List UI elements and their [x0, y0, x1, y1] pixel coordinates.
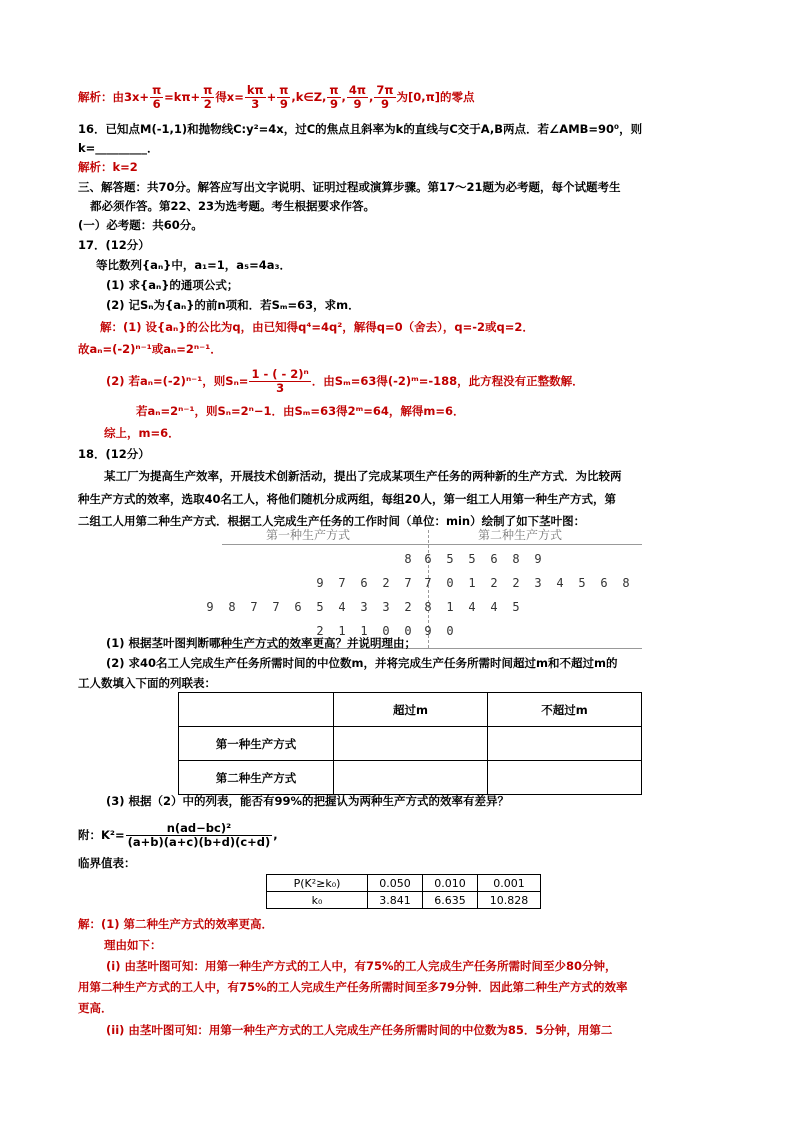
left-leaf: 2	[316, 624, 324, 638]
q18-heading: 18．(12分）	[78, 447, 150, 461]
q18-stem3: 二组工人用第二种生产方式．根据工人完成生产任务的工作时间（单位：min）绘制了如下茎叶图：	[78, 514, 586, 528]
sol-text: ,	[341, 90, 346, 104]
right-leaf: 3	[534, 576, 542, 590]
fraction	[374, 84, 395, 111]
table-row	[179, 761, 642, 795]
fraction	[249, 368, 310, 395]
left-leaf: 7	[272, 600, 280, 614]
left-leaf: 6	[294, 600, 302, 614]
q18-part2a: (2) 求40名工人完成生产任务所需时间的中位数m，并将完成生产任务所需时间超过m和不超过m的	[106, 656, 618, 670]
table-header	[179, 693, 334, 727]
sol-text: =kπ+	[164, 90, 201, 104]
stem: 9	[424, 624, 432, 638]
sol18-line2: 理由如下：	[104, 938, 162, 952]
numerator: n(ad−bc)²	[126, 822, 273, 836]
left-leaf: 6	[360, 576, 368, 590]
left-leaf: 7	[250, 600, 258, 614]
fraction	[245, 84, 266, 111]
right-leaf: 8	[622, 576, 630, 590]
q16-answer: 解析：k=2	[78, 160, 138, 174]
critical-label: 临界值表：	[78, 856, 136, 870]
stem: 6	[424, 552, 432, 566]
sol18-line1: 解：(1) 第二种生产方式的效率更高．	[78, 917, 274, 931]
contingency-table	[178, 692, 642, 795]
formula-label: 附：K²=	[78, 828, 125, 842]
left-leaf: 4	[338, 600, 346, 614]
right-leaf: 5	[512, 600, 520, 614]
right-leaf: 6	[600, 576, 608, 590]
left-leaf: 7	[404, 576, 412, 590]
table-cell: 0.001	[478, 875, 541, 892]
stem: 8	[424, 600, 432, 614]
left-leaf: 0	[404, 624, 412, 638]
fraction	[201, 84, 214, 111]
k2-formula	[78, 822, 278, 849]
denominator: 6	[152, 97, 161, 111]
sol-text: ,	[369, 90, 374, 104]
q16-line1: 16．已知点M(-1,1)和抛物线C:y²=4x，过C的焦点且斜率为k的直线与C交于A,B两点．若∠AMB=90⁰，则	[78, 122, 643, 136]
right-leaf: 9	[534, 552, 542, 566]
q18-part3: (3) 根据（2）中的列表，能否有99%的把握认为两种生产方式的效率有差异？	[106, 794, 510, 808]
numerator: π	[203, 83, 213, 97]
table-header: 超过m	[334, 693, 488, 727]
table-cell: 3.841	[368, 892, 423, 909]
numerator: 1 - ( - 2)ⁿ	[251, 367, 309, 381]
sol18-line5: 更高．	[78, 1001, 113, 1015]
fraction	[277, 84, 290, 111]
left-leaf: 9	[206, 600, 214, 614]
right-leaf: 4	[468, 600, 476, 614]
table-cell[interactable]	[488, 761, 642, 795]
table-cell[interactable]	[334, 761, 488, 795]
sol-text: 由3x+	[112, 90, 150, 104]
table-row-label: 第一种生产方式	[179, 727, 334, 761]
table-row	[267, 875, 541, 892]
sol-text: (2) 若aₙ=(-2)ⁿ⁻¹，则Sₙ=	[106, 374, 249, 388]
table-row	[179, 693, 642, 727]
numerator: 4π	[348, 83, 367, 97]
numerator: π	[279, 83, 289, 97]
right-leaf: 0	[446, 576, 454, 590]
q16-line2: k=_________．	[78, 141, 159, 155]
sol-text: ．由Sₘ=63得(-2)ᵐ=-188，此方程没有正整数解．	[311, 374, 584, 388]
sol-text: 得x=	[215, 90, 244, 104]
left-leaf: 2	[382, 576, 390, 590]
left-title: 第一种生产方式	[266, 528, 351, 542]
right-leaf: 4	[556, 576, 564, 590]
table-row-label: 第二种生产方式	[179, 761, 334, 795]
section3-line1: 三、解答题：共70分。解答应写出文字说明、证明过程或演算步骤。第17～21题为必考题，每个试题考生	[78, 180, 621, 194]
fraction	[126, 822, 273, 849]
q18-stem1: 某工厂为提高生产效率，开展技术创新活动，提出了完成某项生产任务的两种新的生产方式．为比较两	[104, 469, 622, 483]
right-title: 第二种生产方式	[478, 528, 563, 542]
q17-sol4: 若aₙ=2ⁿ⁻¹，则Sₙ=2ⁿ−1．由Sₘ=63得2ᵐ=64，解得m=6．	[136, 404, 465, 418]
right-leaf: 2	[512, 576, 520, 590]
denominator: 3	[251, 97, 260, 111]
table-cell: k₀	[267, 892, 368, 909]
q18-part1: (1) 根据茎叶图判断哪种生产方式的效率更高？并说明理由；	[106, 636, 417, 650]
denominator: 2	[203, 97, 212, 111]
sol18-line6: (ii) 由茎叶图可知：用第一种生产方式的工人完成生产任务所需时间的中位数为85．5分钟，用第二	[106, 1023, 613, 1037]
fraction	[150, 84, 163, 111]
q18-part2b: 工人数填入下面的列联表：	[78, 676, 216, 690]
left-leaf: 2	[404, 600, 412, 614]
numerator: π	[329, 83, 339, 97]
sol18-line3: (i) 由茎叶图可知：用第一种生产方式的工人中，有75%的工人完成生产任务所需时间至少80分钟，	[106, 959, 617, 973]
left-leaf: 8	[404, 552, 412, 566]
table-cell: 6.635	[423, 892, 478, 909]
q18-stem2: 种生产方式的效率，选取40名工人，将他们随机分成两组，每组20人，第一组工人用第一种生产方式，第	[78, 492, 617, 506]
left-leaf: 7	[338, 576, 346, 590]
right-leaf: 4	[490, 600, 498, 614]
denominator: 9	[329, 97, 338, 111]
right-leaf: 5	[468, 552, 476, 566]
right-leaf: 2	[490, 576, 498, 590]
top-solution	[78, 84, 474, 111]
table-cell: 10.828	[478, 892, 541, 909]
section3-line2: 都必须作答。第22、23为选考题。考生根据要求作答。	[90, 199, 376, 213]
q17-sol5: 综上，m=6．	[104, 426, 180, 440]
table-cell: 0.050	[368, 875, 423, 892]
right-leaf: 0	[446, 624, 454, 638]
table-cell[interactable]	[488, 727, 642, 761]
q17-part2: (2) 记Sₙ为{aₙ}的前n项和．若Sₘ=63，求m．	[106, 298, 360, 312]
left-leaf: 5	[316, 600, 324, 614]
denominator: 9	[380, 97, 389, 111]
fraction	[347, 84, 368, 111]
q17-sol1: 解：(1) 设{aₙ}的公比为q，由已知得q⁴=4q²，解得q=0（舍去），q=-2或q=2．	[100, 320, 534, 334]
sol-text: +	[266, 90, 277, 104]
solution-label: 解析：	[78, 90, 113, 104]
left-leaf: 8	[228, 600, 236, 614]
right-leaf: 5	[578, 576, 586, 590]
left-leaf: 9	[316, 576, 324, 590]
table-cell: 0.010	[423, 875, 478, 892]
fraction	[327, 84, 340, 111]
left-leaf: 1	[360, 624, 368, 638]
critical-value-table	[266, 874, 541, 909]
sol-text: 为[0,π]的零点	[396, 90, 475, 104]
right-leaf: 1	[468, 576, 476, 590]
left-leaf: 3	[360, 600, 368, 614]
numerator: 7π	[376, 83, 394, 97]
right-leaf: 5	[446, 552, 454, 566]
table-header: 不超过m	[488, 693, 642, 727]
right-leaf: 1	[446, 600, 454, 614]
denominator: 9	[279, 97, 288, 111]
table-row	[179, 727, 642, 761]
table-cell: P(K²≥k₀)	[267, 875, 368, 892]
right-leaf: 6	[490, 552, 498, 566]
table-row	[267, 892, 541, 909]
table-cell[interactable]	[334, 727, 488, 761]
denominator: 9	[353, 97, 362, 111]
sol-text: ,	[273, 828, 278, 842]
denominator: (a+b)(a+c)(b+d)(c+d)	[127, 835, 271, 849]
sol18-line4: 用第二种生产方式的工人中，有75%的工人完成生产任务所需时间至多79分钟．因此第二种生产方式的效率	[78, 980, 628, 994]
q17-heading: 17．(12分）	[78, 238, 150, 252]
right-leaf: 8	[512, 552, 520, 566]
sol-text: ,k∈Z,	[291, 90, 327, 104]
stem: 7	[424, 576, 432, 590]
numerator: π	[152, 83, 162, 97]
left-leaf: 0	[382, 624, 390, 638]
q17-sol2: 故aₙ=(-2)ⁿ⁻¹或aₙ=2ⁿ⁻¹．	[78, 342, 222, 356]
q17-stem: 等比数列{aₙ}中，a₁=1，a₅=4a₃．	[96, 258, 292, 272]
section3-subheading: (一）必考题：共60分。	[78, 218, 203, 232]
numerator: kπ	[246, 83, 264, 97]
q17-part1: (1) 求{aₙ}的通项公式；	[106, 278, 239, 292]
left-leaf: 1	[338, 624, 346, 638]
q17-sol3	[106, 368, 584, 395]
denominator: 3	[276, 381, 285, 395]
left-leaf: 3	[382, 600, 390, 614]
